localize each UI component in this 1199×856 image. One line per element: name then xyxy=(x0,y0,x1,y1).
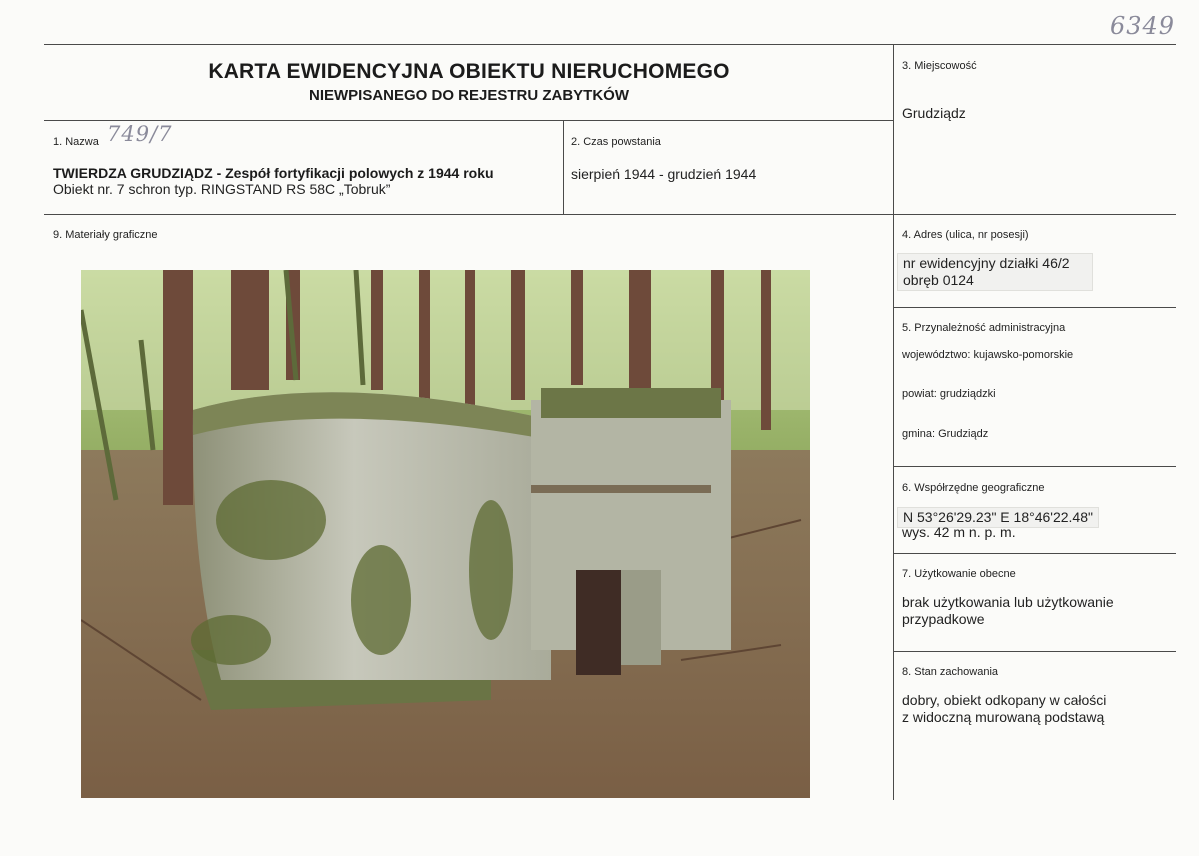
field-graphics-label: 9. Materiały graficzne xyxy=(53,229,158,241)
object-description: Obiekt nr. 7 schron typ. RINGSTAND RS 58C „Tobruk” xyxy=(53,181,391,197)
field-address-label: 4. Adres (ulica, nr posesji) xyxy=(902,229,1029,241)
commune: gmina: Grudziądz xyxy=(902,428,989,440)
handwritten-stamp-number: 6349 xyxy=(1110,12,1176,40)
field-condition-label: 8. Stan zachowania xyxy=(902,666,999,678)
divider-right-column xyxy=(893,44,894,800)
locality: Grudziądz xyxy=(902,105,966,121)
rule-under-name xyxy=(44,214,1176,215)
field-coords-label: 6. Współrzędne geograficzne xyxy=(902,482,1045,494)
condition-line-1: dobry, obiekt odkopany w całości xyxy=(902,692,1107,708)
plot-number: nr ewidencyjny działki 46/2 xyxy=(903,255,1070,271)
altitude: wys. 42 m n. p. m. xyxy=(902,524,1016,540)
address-box xyxy=(897,253,1093,291)
rule-right-6 xyxy=(894,553,1176,554)
voivodeship: województwo: kujawsko-pomorskie xyxy=(902,349,1074,361)
field-admin-label: 5. Przynależność administracyjna xyxy=(902,322,1066,334)
rule-right-7 xyxy=(894,651,1176,652)
current-usage xyxy=(902,594,1114,628)
card-title: KARTA EWIDENCYJNA OBIEKTU NIERUCHOMEGO xyxy=(208,60,730,83)
field-locality-label: 3. Miejscowość xyxy=(902,60,977,72)
rule-right-4 xyxy=(894,307,1176,308)
coordinates: N 53°26'29.23" E 18°46'22.48" xyxy=(897,507,1099,528)
frame-top-rule xyxy=(44,44,1176,45)
precinct: obręb 0124 xyxy=(903,272,974,288)
divider-name-date xyxy=(563,120,564,214)
bunker-photo-illustration xyxy=(81,270,810,798)
condition xyxy=(902,692,1106,726)
bunker-photograph xyxy=(81,270,810,798)
construction-date: sierpień 1944 - grudzień 1944 xyxy=(571,166,757,182)
field-name-label: 1. Nazwa xyxy=(53,136,99,148)
usage-line-1: brak użytkowania lub użytkowanie xyxy=(902,594,1114,610)
field-usage-label: 7. Użytkowanie obecne xyxy=(902,568,1016,580)
handwritten-registry-number: 749/7 xyxy=(107,122,173,146)
field-date-label: 2. Czas powstania xyxy=(571,136,661,148)
rule-under-title xyxy=(44,120,894,121)
card-subtitle: NIEWPISANEGO DO REJESTRU ZABYTKÓW xyxy=(308,87,630,104)
rule-right-5 xyxy=(894,466,1176,467)
usage-line-2: przypadkowe xyxy=(902,611,985,627)
object-name: TWIERDZA GRUDZIĄDZ - Zespół fortyfikacji polowych z 1944 roku xyxy=(53,165,494,181)
county: powiat: grudziądzki xyxy=(902,388,996,400)
condition-line-2: z widoczną murowaną podstawą xyxy=(902,709,1105,725)
